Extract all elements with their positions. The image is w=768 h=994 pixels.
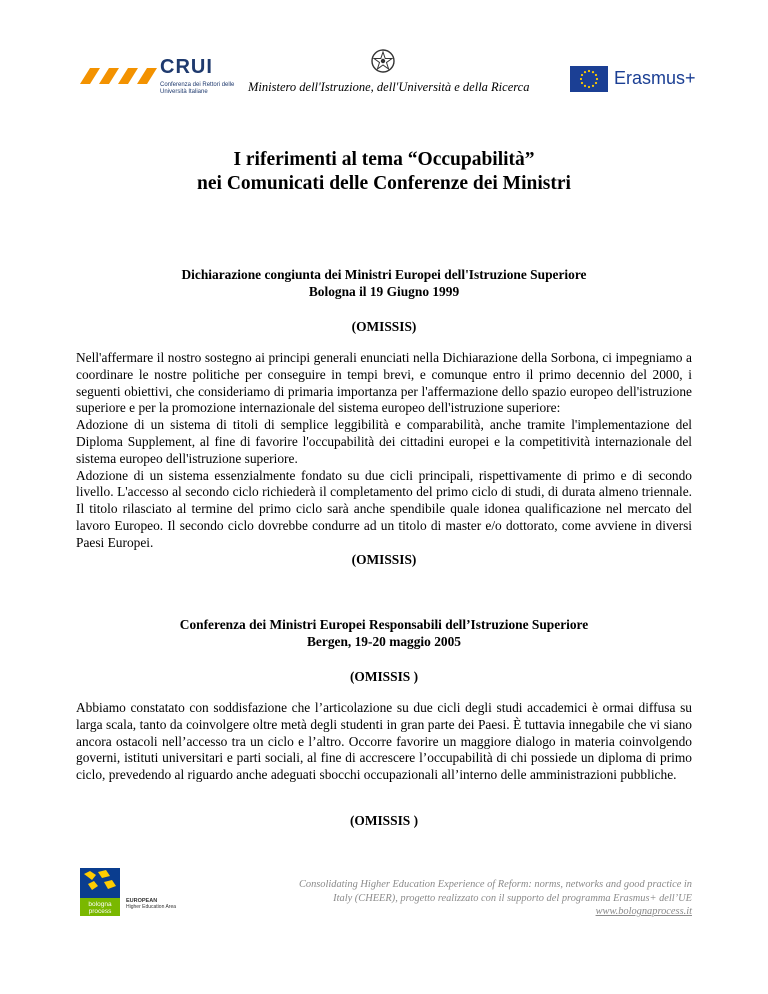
title-line-1: I riferimenti al tema “Occupabilità” bbox=[233, 149, 535, 170]
ehea-line-1: EUROPEAN bbox=[126, 898, 158, 904]
footer-line-1: Consolidating Higher Education Experience of Reform: norms, networks and good practice in bbox=[298, 879, 692, 890]
section1-body bbox=[76, 350, 692, 552]
section1-heading bbox=[0, 266, 768, 300]
ehea-logo bbox=[126, 898, 176, 910]
section1-omissis-bottom: (OMISSIS) bbox=[351, 552, 417, 567]
ministry-logo bbox=[248, 48, 530, 108]
section2-heading bbox=[0, 616, 768, 650]
section2-paragraph-1: Abbiamo constatato con soddisfazione che l’articolazione su due cicli degli studi accademici è ormai diffusa su larga scala, tanto da coinvolgere oltre metà degli studenti in gran parte dei Paesi. È tuttavia innegabile che vi siano ancora ostacoli nell’accesso tra un ciclo e l’altro. Occorre favorire un maggiore dialogo in materia coinvolgendo governi, istituti universitari e parti sociali, al fine di accrescere l’occupabilità di chi possiede un diploma di primo ciclo, prevedendo al riguardo anche adeguati sbocchi occupazionali all’interno delle amministrazioni pubbliche. bbox=[76, 700, 692, 783]
erasmus-logo bbox=[570, 66, 696, 92]
section2-omissis-bottom: (OMISSIS ) bbox=[349, 813, 419, 828]
section2-body bbox=[76, 700, 692, 784]
crui-mark-icon bbox=[80, 66, 158, 84]
footer-text bbox=[262, 878, 692, 919]
footer-website-link[interactable]: www.bolognaprocess.it bbox=[595, 906, 692, 917]
italian-emblem-icon bbox=[370, 48, 396, 74]
ministry-name: Ministero dell'Istruzione, dell'Università e della Ricerca bbox=[248, 80, 530, 94]
document-title bbox=[0, 148, 768, 196]
bologna-process-logo-icon bbox=[80, 868, 120, 916]
crui-logo bbox=[80, 56, 235, 100]
erasmus-name: Erasmus+ bbox=[614, 68, 696, 88]
section1-paragraph-1: Nell'affermare il nostro sostegno ai principi generali enunciati nella Dichiarazione della Sorbona, ci impegniamo a coordinare le nostre politiche per conseguire in tempi brevi, e comunque entro il primo decennio del 2000, i seguenti obiettivi, che consideriamo di primaria importanza per l'affermazione dello spazio europeo dell'istruzione superiore e per la promozione internazionale del sistema europeo dell'istruzione superiore: bbox=[76, 350, 692, 416]
ehea-line-2: Higher Education Area bbox=[126, 904, 177, 910]
crui-subtitle: Conferenza dei Rettori delle Università Italiane bbox=[160, 82, 235, 95]
section2-heading-line-1: Conferenza dei Ministri Europei Responsabili dell’Istruzione Superiore bbox=[179, 617, 589, 632]
bp-logo-text: bologna bbox=[88, 901, 112, 908]
section1-heading-line-2: Bologna il 19 Giugno 1999 bbox=[308, 284, 460, 299]
section1-heading-line-1: Dichiarazione congiunta dei Ministri Europei dell'Istruzione Superiore bbox=[181, 267, 587, 282]
title-line-2: nei Comunicati delle Conferenze dei Ministri bbox=[197, 173, 571, 194]
section2-heading-line-2: Bergen, 19-20 maggio 2005 bbox=[307, 634, 461, 649]
footer-line-2: Italy (CHEER), progetto realizzato con il supporto del programma Erasmus+ dell’UE bbox=[333, 892, 692, 904]
section2-omissis-top: (OMISSIS ) bbox=[349, 669, 419, 684]
svg-text:process: process bbox=[88, 908, 112, 915]
header-logos bbox=[0, 48, 768, 108]
crui-name: CRUI bbox=[160, 56, 213, 78]
eu-flag-icon bbox=[570, 66, 608, 92]
section1-omissis-top: (OMISSIS) bbox=[351, 319, 417, 334]
section1-paragraph-2: Adozione di un sistema di titoli di semplice leggibilità e comparabilità, anche tramite l'implementazione del Diploma Supplement, al fine di favorire l'occupabilità dei cittadini europei e la competitività internazionale del sistema europeo dell'istruzione superiore. bbox=[76, 417, 692, 466]
section1-paragraph-3: Adozione di un sistema essenzialmente fondato su due cicli principali, rispettivamente di primo e di secondo livello. L'accesso al secondo ciclo richiederà il completamento del primo ciclo di studi, di durata almeno triennale. Il titolo rilasciato al termine del primo ciclo sarà anche spendibile quale idonea qualificazione nel mercato del lavoro Europeo. Il secondo ciclo dovrebbe condurre ad un titolo di master e/o dottorato, come avviene in diversi Paesi Europei. bbox=[76, 467, 692, 550]
